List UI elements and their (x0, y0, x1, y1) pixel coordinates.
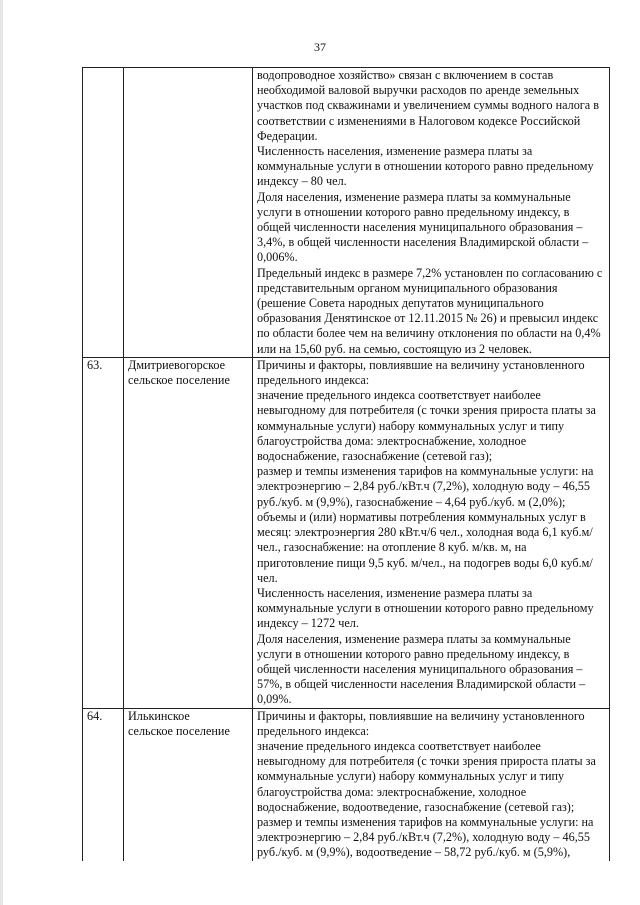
municipality-name-line: сельское поселение (128, 373, 230, 388)
paragraph: Причины и факторы, повлиявшие на величину установленного предельного индекса: (257, 357, 585, 388)
document-table (82, 67, 610, 861)
paragraph: Доля населения, изменение размера платы за коммунальные услуги в отношении которого равно предельному индексу, в общей численности населения муниципального образования – 57%, в общей численности населения Владимирской области – 0,09%. (257, 631, 586, 707)
table-row (83, 68, 610, 358)
paragraph: значение предельного индекса соответствует наиболее невыгодному для потребителя (с точки зрения прироста платы за коммунальные услуги) набору коммунальных услуг и типу благоустройства дома: электроснабжение, холодное водоснабжение, газоснабжение (сетевой газ); (257, 388, 596, 464)
paragraph: водопроводное хозяйство» связан с включением в состав необходимой валовой выручки расходов по аренде земельных участков под скважинами и увеличением суммы водного налога в соответствии с изменениями в Налоговом кодексе Российской Федерации. (257, 68, 600, 143)
description-cell (253, 68, 610, 358)
page-number: 37 (314, 40, 326, 54)
paragraph: размер и темпы изменения тарифов на коммунальные услуги: на электроэнергию – 2,84 руб./кВт.ч (7,2%), холодную воду – 46,55 руб./куб. м (9,9%), газоснабжение – 4,64 руб./куб. м (2,0%); (257, 464, 594, 509)
municipality-name-cell (124, 357, 253, 708)
paragraph: значение предельного индекса соответствует наиболее невыгодному для потребителя (с точки зрения прироста платы за коммунальные услуги) набору коммунальных услуг и типу благоустройства дома: электроснабжение, холодное водоснабжение, водоотведение, газоснабжение (сетевой газ); (257, 738, 596, 814)
municipality-name-line: сельское поселение (128, 723, 230, 738)
paragraph: размер и темпы изменения тарифов на коммунальные услуги: на электроэнергию – 2,84 руб./кВт.ч (7,2%), холодную воду – 46,55 руб./куб. м (9,9%), водоотведение – 58,72 руб./куб. м (5,9%), (257, 814, 594, 860)
row-number-cell (83, 68, 124, 358)
paragraph: Численность населения, изменение размера платы за коммунальные услуги в отношении которого равно предельному индексу – 1272 чел. (257, 585, 594, 631)
scan-edge (0, 0, 3, 905)
paragraph: объемы и (или) нормативы потребления коммунальных услуг в месяц: электроэнергия 280 кВт.ч/6 чел., холодная вода 6,1 куб.м/чел., газоснабжение: на отопление 8 куб. м/кв. м, на приготовление пищи 9,5 куб. м/чел., на подогрев воды 6,0 куб.м/чел. (257, 509, 593, 585)
paragraph: Численность населения, изменение размера платы за коммунальные услуги в отношении которого равно предельному индексу – 80 чел. (257, 144, 594, 189)
municipality-name-cell (124, 708, 253, 861)
description-cell (253, 708, 610, 861)
table-row (83, 357, 610, 708)
paragraph: Доля населения, изменение размера платы за коммунальные услуги в отношении которого равно предельному индексу, в общей численности населения муниципального образования – 3,4%, в общей численности населения Владимирской области – 0,006%. (257, 189, 589, 265)
paragraph: Причины и факторы, повлиявшие на величину установленного предельного индекса: (257, 708, 585, 738)
paragraph: Предельный индекс в размере 7,2% установлен по согласованию с представительным органом муниципального образования (решение Совета народных депутатов муниципального образования Денятинское от 12.11.2015 № 26) и превысил индекс по области более чем на величину отклонения по области на 0,4% или на 15,60 руб. на семью, состоящую из 2 человек. (257, 265, 603, 356)
description-cell (253, 357, 610, 708)
municipality-name-line: Илькинское (128, 708, 190, 723)
row-number-cell: 64. (83, 708, 124, 861)
municipality-name-line: Дмитриевогорское (128, 357, 226, 372)
row-number-cell: 63. (83, 357, 124, 708)
municipality-name-cell (124, 68, 253, 358)
table-row (83, 708, 610, 861)
